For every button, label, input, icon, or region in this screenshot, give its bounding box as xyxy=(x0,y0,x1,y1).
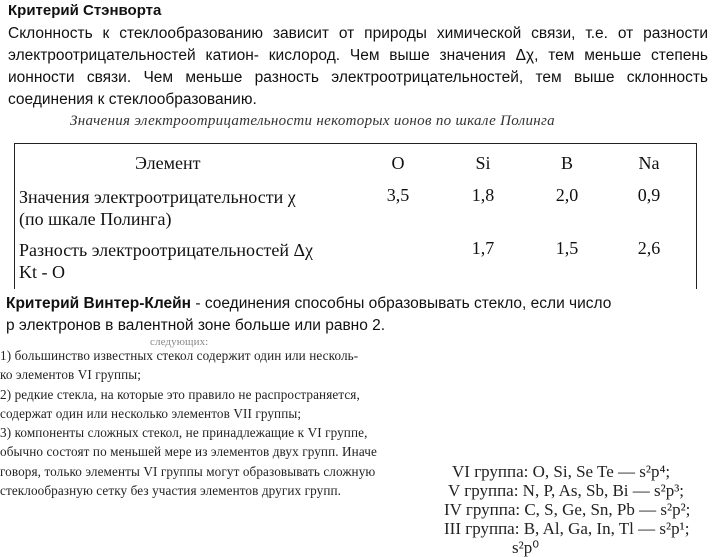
winter-klein-text1: - соединения способны образовывать стекло, если число xyxy=(191,295,612,312)
scan-top-fragment: следующих: xyxy=(150,336,209,348)
row2-value-b: 1,5 xyxy=(555,238,579,258)
title-stanworth: Критерий Стэнворта xyxy=(8,2,162,19)
row1-value-si: 1,8 xyxy=(471,185,495,205)
electronegativity-table xyxy=(14,143,697,289)
group-fragment: s²p⁰ xyxy=(512,538,540,557)
group-iii: III группа: B, Al, Ga, In, Tl — s²p¹; xyxy=(444,519,690,538)
scan-line: ко элементов VI группы; xyxy=(0,367,142,383)
table-col-si: Si xyxy=(475,153,491,173)
scan-line: 3) компоненты сложных стекол, не принадлежащие к VI группе, xyxy=(0,425,368,441)
scan-line: говоря, только элементы VI группы могут образовывать сложную xyxy=(0,463,376,479)
row1-value-b: 2,0 xyxy=(555,185,579,205)
row1-value-na: 0,9 xyxy=(637,185,661,205)
title-winter-klein: Критерий Винтер-Клейн xyxy=(6,295,192,312)
scan-line: 2) редкие стекла, на которые это правило не распространяется, xyxy=(0,386,360,402)
table-col-o: O xyxy=(391,153,405,173)
element-groups-list xyxy=(442,462,722,557)
row1-label xyxy=(19,186,296,230)
row2-value-si: 1,7 xyxy=(471,238,495,258)
winter-klein-line xyxy=(6,293,714,315)
row2-label-line2: Kt - O xyxy=(19,262,65,282)
row2-label xyxy=(19,239,313,283)
paragraph-stanworth: Склонность к стеклообразованию зависит от природы химической связи, т.е. от разности электроотрицательностей катион- кислород. Чем выше значения Δχ, тем меньше степень ионности связи. Чем меньше разность электроотрицательностей, тем выше склонность соединения к стеклообразованию. xyxy=(8,25,708,108)
scanned-rules-list xyxy=(0,336,480,499)
row2-value-na: 2,6 xyxy=(637,238,661,258)
scan-line: обычно состоят по меньшей мере из элементов двух групп. Иначе xyxy=(0,444,377,460)
row1-label-line1: Значения электроотрицательности χ xyxy=(19,187,296,207)
row2-label-line1: Разность электроотрицательностей Δχ xyxy=(19,240,314,260)
table-caption: Значения электроотрицательности некоторых ионов по шкале Полинга xyxy=(70,113,555,129)
row1-label-line2: (по шкале Полинга) xyxy=(19,209,172,229)
row1-value-o: 3,5 xyxy=(386,185,410,205)
scan-line: стеклообразную сетку без участия элементов других групп. xyxy=(0,483,342,499)
scan-line: 1) большинство известных стекол содержит один или несколь- xyxy=(0,348,359,363)
table-header-element: Элемент xyxy=(135,153,201,173)
group-iv: IV группа: C, S, Ge, Sn, Pb — s²p²; xyxy=(444,500,691,519)
table-col-b: B xyxy=(560,153,573,173)
group-vi: VI группа: O, Si, Se Te — s²p⁴; xyxy=(452,462,671,481)
table-col-na: Na xyxy=(638,153,660,173)
winter-klein-text2: p электронов в валентной зоне больше или равно 2. xyxy=(6,317,386,334)
group-v: V группа: N, P, As, Sb, Bi — s²p³; xyxy=(448,481,685,500)
scan-line: содержат один или несколько элементов VII группы; xyxy=(0,405,302,421)
